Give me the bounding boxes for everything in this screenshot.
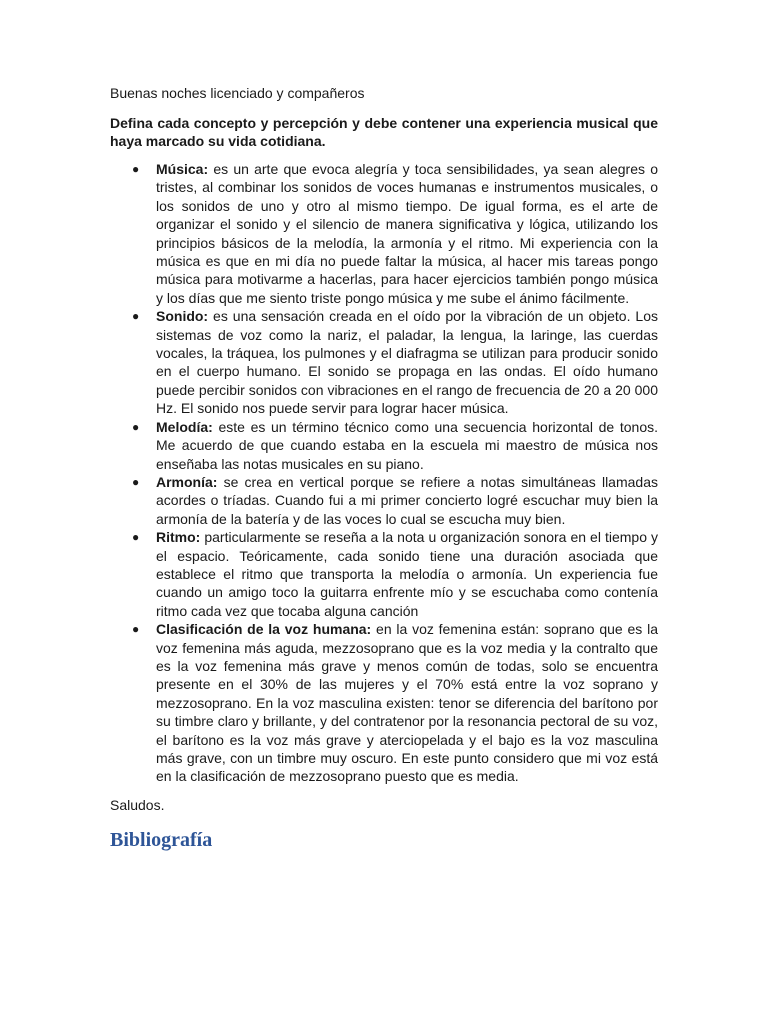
term-label: Armonía: xyxy=(156,473,218,490)
list-item-melodia xyxy=(110,418,658,473)
bullet-icon: ● xyxy=(132,474,140,489)
bibliography-heading: Bibliografía xyxy=(110,828,213,851)
term-definition: es una sensación creada en el oído por la vibración de un objeto. Los sistemas de voz como la nariz, el paladar, la lengua, la laringe, las cuerdas vocales, la tráquea, los pulmones y el diafragma se utilizan para producir sonido en el cuerpo humano. El sonido se propaga en las ondas. El oído humano puede percibir sonidos con vibraciones en el rango de frecuencia de 20 a 20 000 Hz. El sonido nos puede servir para lograr hacer música. xyxy=(156,308,658,417)
term-label: Clasificación de la voz humana: xyxy=(156,621,372,638)
term-label: Ritmo: xyxy=(156,529,201,546)
bullet-icon: ● xyxy=(132,309,140,324)
bullet-icon: ● xyxy=(132,530,140,545)
list-item-clasificacion-voz xyxy=(110,620,658,786)
greeting-line: Buenas noches licenciado y compañeros xyxy=(110,85,365,101)
term-label: Melodía: xyxy=(156,418,213,435)
term-label: Sonido: xyxy=(156,308,209,325)
term-definition: se crea en vertical porque se refiere a notas simultáneas llamadas acordes o tríadas. Cuando fui a mi primer concierto logré escuchar muy bien la armonía de la batería y de las voces lo cual se escucha muy bien. xyxy=(156,473,658,527)
bullet-icon: ● xyxy=(132,162,140,176)
bullet-icon: ● xyxy=(132,622,140,637)
bullet-icon: ● xyxy=(132,419,140,434)
list-item-musica xyxy=(110,160,658,307)
list-item-sonido xyxy=(110,307,658,417)
term-definition: particularmente se reseña a la nota u organización sonora en el tiempo y el espacio. Teóricamente, cada sonido tiene una duración asociada que establece el ritmo que transporta la melodía o armonía. Un experiencia fue cuando un amigo toco la guitarra enfrente mío y se escuchaba como contenía ritmo cada vez que tocaba alguna canción xyxy=(156,529,658,619)
assignment-prompt: Defina cada concepto y percepción y debe contener una experiencia musical que haya marcado su vida cotidiana. xyxy=(110,115,658,149)
concept-list xyxy=(110,160,658,786)
term-definition: este es un término técnico como una secuencia horizontal de tonos. Me acuerdo de que cuando estaba en la escuela mi maestro de música nos enseñaba las notas musicales en su piano. xyxy=(156,418,658,472)
term-definition: es un arte que evoca alegría y toca sensibilidades, ya sean alegres o tristes, al combinar los sonidos de voces humanas e instrumentos musicales, o los sonidos de uno y otro al mismo tiempo. De igual forma, es el arte de organizar el sonido y el silencio de manera significativa y lógica, utilizando los principios básicos de la melodía, la armonía y el ritmo. Mi experiencia con la música es que en mi día no puede faltar la música, al hacer mis tareas pongo música para motivarme a hacerlas, para hacer ejercicios también pongo música y los días que me siento triste pongo música y me sube el ánimo fácilmente. xyxy=(156,161,658,306)
document-page xyxy=(110,84,658,852)
list-item-armonia xyxy=(110,473,658,528)
term-label: Música: xyxy=(156,161,209,177)
closing-line: Saludos. xyxy=(110,796,165,813)
list-item-ritmo xyxy=(110,528,658,620)
term-definition: en la voz femenina están: soprano que es la voz femenina más aguda, mezzosoprano que es la voz media y la contralto que es la voz femenina más grave y menos común de todas, solo se encuentra presente en el 30% de las mujeres y el 70% está entre la voz soprano y mezzosoprano. En la voz masculina existen: tenor se diferencia del barítono por su timbre claro y brillante, y del contratenor por la resonancia pectoral de su voz, el barítono es la voz más grave y aterciopelada y el bajo es la voz masculina más grave, con un timbre muy oscuro. En este punto considero que mi voz está en la clasificación de mezzosoprano puesto que es media. xyxy=(156,621,658,785)
